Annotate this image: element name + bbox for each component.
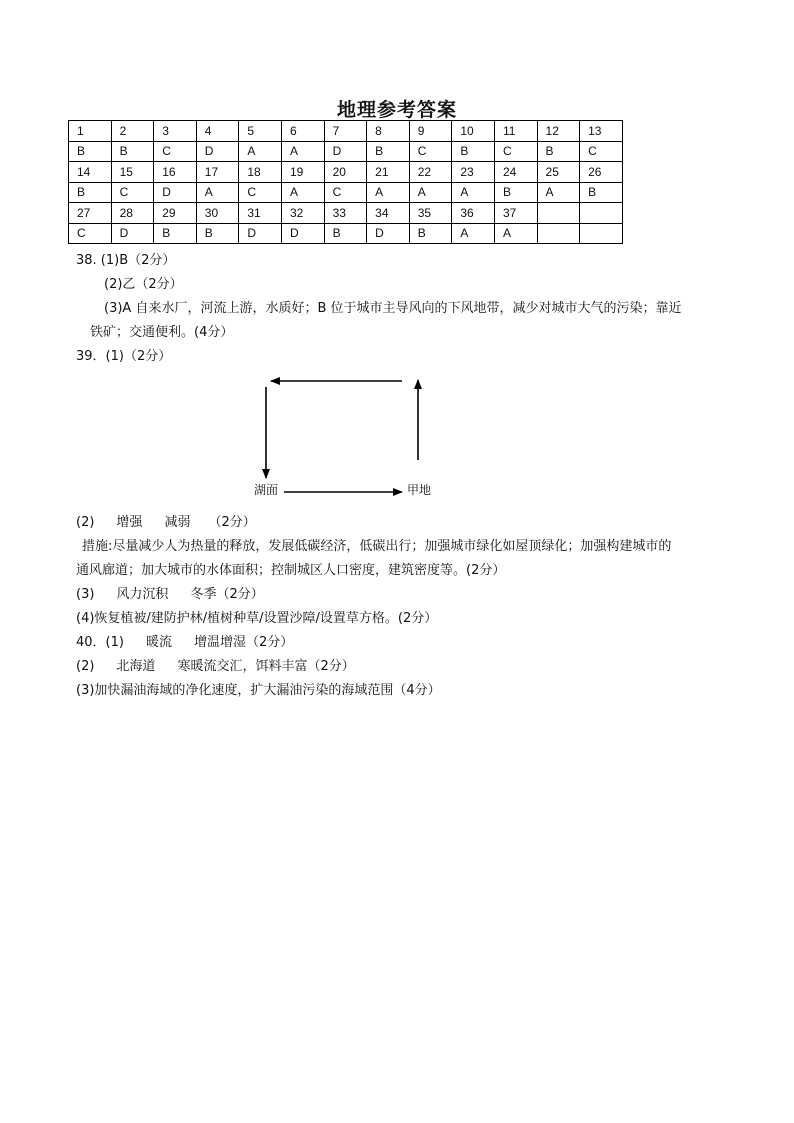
question-number-cell: 5 [239, 121, 282, 142]
label-lake: 湖面 [254, 483, 279, 497]
answer-cell: C [154, 141, 197, 162]
question-number-cell: 34 [367, 203, 410, 224]
answer-table [68, 120, 623, 244]
answer-cell: C [239, 182, 282, 203]
page-title: 地理参考答案 [336, 99, 457, 121]
q38-part1: 38. (1)B（2分） [76, 253, 176, 268]
question-number-cell: 33 [324, 203, 367, 224]
question-number-cell: 8 [367, 121, 410, 142]
answer-cell: A [281, 182, 324, 203]
answer-cell: A [537, 182, 580, 203]
question-number-cell: 31 [239, 203, 282, 224]
answer-row [69, 223, 623, 244]
question-number-cell: 36 [452, 203, 495, 224]
answer-cell: C [494, 141, 537, 162]
question-number-cell: 24 [494, 162, 537, 183]
question-number-cell: 10 [452, 121, 495, 142]
label-land: 甲地 [407, 483, 432, 497]
question-number-cell: 37 [494, 203, 537, 224]
question-number-cell: 11 [494, 121, 537, 142]
answer-cell: C [409, 141, 452, 162]
q39-part4: (4)恢复植被/建防护林/植树种草/设置沙障/设置草方格。(2分） [76, 611, 438, 626]
question-number-cell: 18 [239, 162, 282, 183]
q39-part3 [76, 586, 264, 604]
question-number-row [69, 203, 623, 224]
answer-cell: A [367, 182, 410, 203]
answer-cell: B [580, 182, 623, 203]
answer-cell: B [154, 223, 197, 244]
q39-part2-answer-a: 增强 [116, 515, 143, 530]
answer-cell: C [69, 223, 112, 244]
question-number-cell [580, 203, 623, 224]
question-number-cell: 15 [111, 162, 154, 183]
answer-cell: C [111, 182, 154, 203]
q40-part1-number: 40．(1) [76, 635, 124, 650]
question-number-cell: 16 [154, 162, 197, 183]
q38-part3-line1: (3)A 自来水厂，河流上游，水质好；B 位于城市主导风向的下风地带，减少对城市大气的污染；靠近 [104, 301, 682, 316]
answer-cell: B [537, 141, 580, 162]
question-number-cell: 12 [537, 121, 580, 142]
q39-part2-number: (2) [76, 515, 95, 530]
answer-cell: A [452, 182, 495, 203]
question-number-cell: 28 [111, 203, 154, 224]
answer-cell: B [452, 141, 495, 162]
q39-measures-line2: 通风廊道；加大城市的水体面积；控制城区人口密度，建筑密度等。(2分） [76, 563, 506, 578]
q40-part2-number: (2) [76, 659, 95, 674]
answer-cell: D [281, 223, 324, 244]
answer-cell [537, 223, 580, 244]
q38-part3-line2: 铁矿；交通便利。(4分） [90, 325, 234, 340]
answer-cell: B [494, 182, 537, 203]
answer-cell: D [196, 141, 239, 162]
answer-cell: B [324, 223, 367, 244]
answer-cell: A [281, 141, 324, 162]
answer-cell: D [154, 182, 197, 203]
answer-row [69, 141, 623, 162]
question-number-cell: 1 [69, 121, 112, 142]
question-number-row [69, 121, 623, 142]
answer-cell: A [196, 182, 239, 203]
question-number-cell: 7 [324, 121, 367, 142]
q39-measures-line1: 措施:尽量减少人为热量的释放，发展低碳经济，低碳出行；加强城市绿化如屋顶绿化；加强构建城市的 [82, 539, 672, 554]
q39-part3-answer-b: 冬季（2分） [190, 587, 264, 602]
answer-cell: D [367, 223, 410, 244]
question-number-cell: 17 [196, 162, 239, 183]
answer-cell: B [111, 141, 154, 162]
q40-part1 [76, 634, 293, 652]
question-number-cell: 25 [537, 162, 580, 183]
question-number-cell: 3 [154, 121, 197, 142]
q39-part3-answer-a: 风力沉积 [116, 587, 169, 602]
question-number-cell: 14 [69, 162, 112, 183]
answer-cell: B [409, 223, 452, 244]
q40-part2-answer-a: 北海道 [116, 659, 156, 674]
question-number-cell: 13 [580, 121, 623, 142]
question-number-cell: 27 [69, 203, 112, 224]
question-number-cell: 22 [409, 162, 452, 183]
q39-part3-number: (3) [76, 587, 95, 602]
q40-part2-answer-b: 寒暖流交汇，饵料丰富（2分） [177, 659, 355, 674]
answer-cell: A [409, 182, 452, 203]
q40-part3: (3)加快漏油海域的净化速度，扩大漏油污染的海域范围（4分） [76, 683, 441, 698]
question-number-cell: 21 [367, 162, 410, 183]
answer-cell: D [239, 223, 282, 244]
q39-part2 [76, 514, 256, 532]
answer-cell: B [367, 141, 410, 162]
question-number-row [69, 162, 623, 183]
answer-cell: C [580, 141, 623, 162]
q38-part2: (2)乙（2分） [104, 277, 183, 292]
question-number-cell: 2 [111, 121, 154, 142]
answer-cell: D [111, 223, 154, 244]
question-number-cell: 29 [154, 203, 197, 224]
question-number-cell: 30 [196, 203, 239, 224]
question-number-cell: 9 [409, 121, 452, 142]
q39-part1: 39．(1)（2分） [76, 349, 172, 364]
question-number-cell: 19 [281, 162, 324, 183]
question-number-cell [537, 203, 580, 224]
q39-part2-score: （2分） [208, 515, 256, 530]
answer-cell: A [452, 223, 495, 244]
q40-part2 [76, 658, 355, 676]
answer-row [69, 182, 623, 203]
q40-part1-answer-b: 增温增湿（2分） [193, 635, 294, 650]
answer-cell: B [69, 141, 112, 162]
question-number-cell: 6 [281, 121, 324, 142]
answer-cell: A [239, 141, 282, 162]
question-number-cell: 35 [409, 203, 452, 224]
answer-cell [580, 223, 623, 244]
question-number-cell: 32 [281, 203, 324, 224]
q39-part2-answer-b: 减弱 [164, 515, 191, 530]
question-number-cell: 26 [580, 162, 623, 183]
answer-cell: B [196, 223, 239, 244]
answer-cell: C [324, 182, 367, 203]
question-number-cell: 20 [324, 162, 367, 183]
question-number-cell: 23 [452, 162, 495, 183]
answer-cell: D [324, 141, 367, 162]
answer-cell: B [69, 182, 112, 203]
question-number-cell: 4 [196, 121, 239, 142]
answer-cell: A [494, 223, 537, 244]
q40-part1-answer-a: 暖流 [145, 635, 172, 650]
